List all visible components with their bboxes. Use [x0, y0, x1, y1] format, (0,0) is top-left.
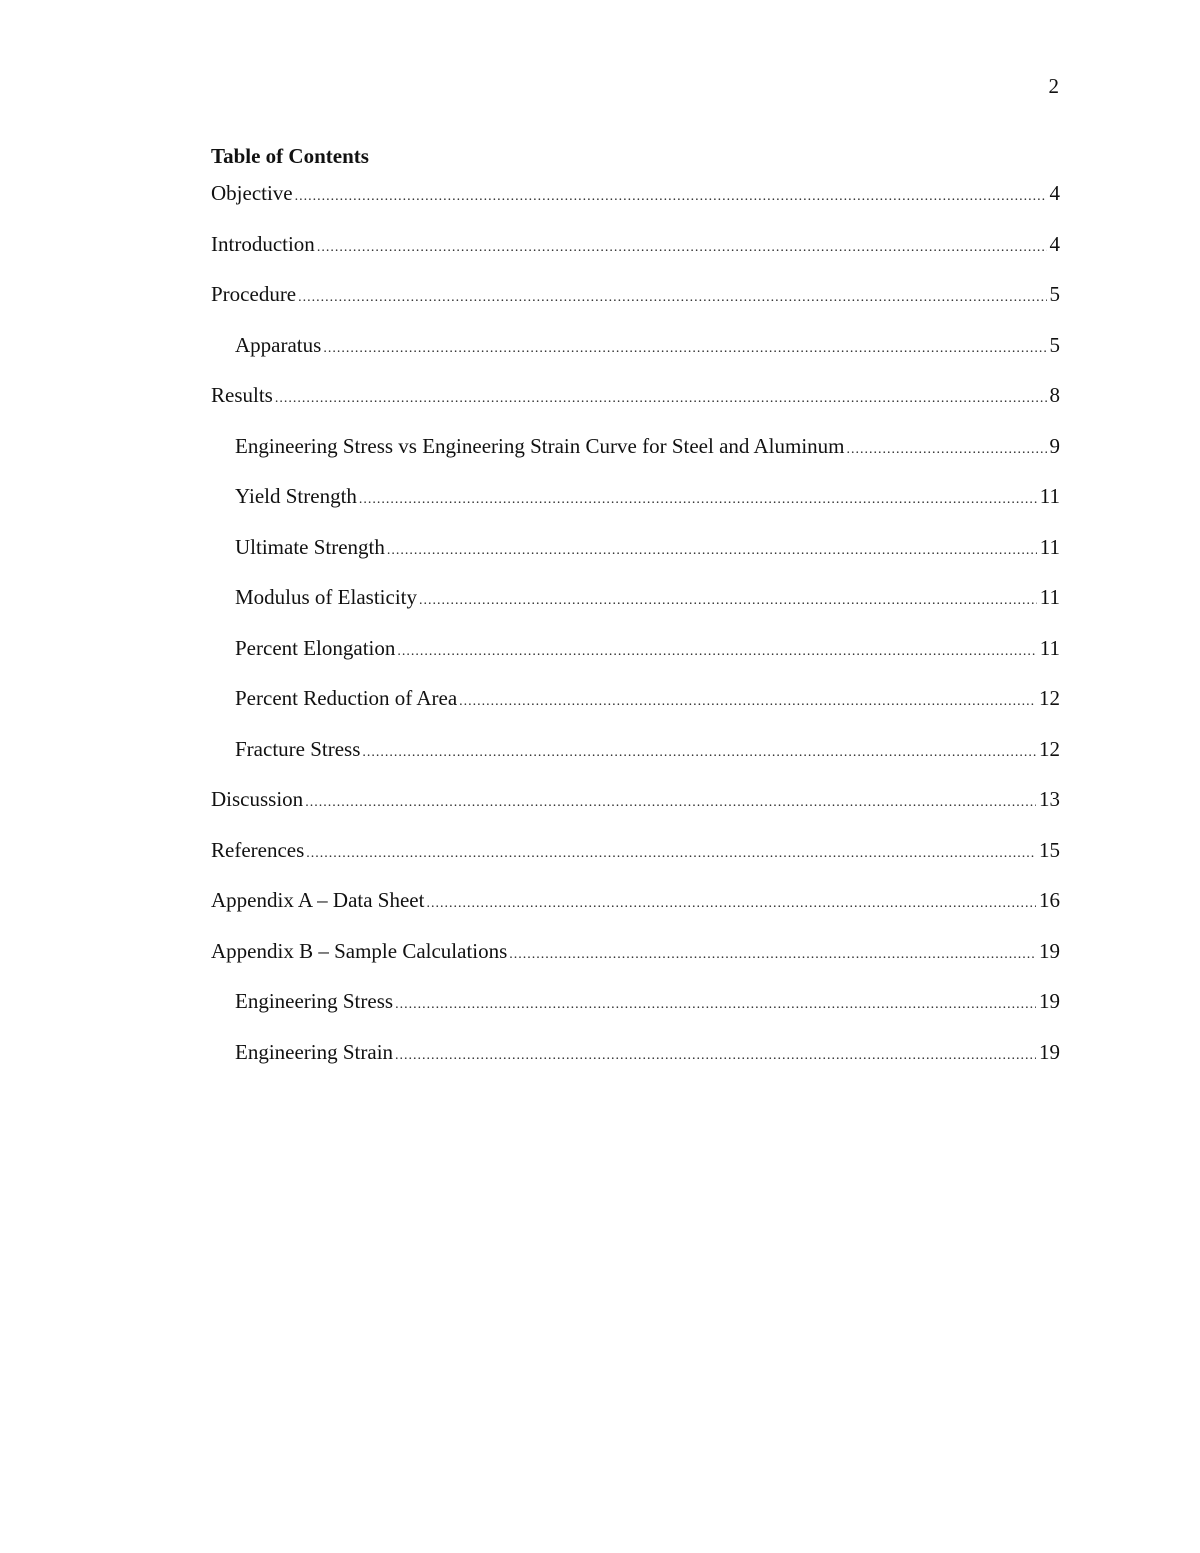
dot-leader [395, 992, 1036, 1018]
dot-leader [298, 285, 1046, 311]
dot-leader [306, 841, 1036, 867]
toc-entry-apparatus[interactable] [211, 332, 1060, 383]
toc-entry-ultimate-strength[interactable] [211, 534, 1060, 585]
toc-entry-label: References [211, 837, 305, 862]
toc-entry-percent-elongation[interactable] [211, 635, 1060, 686]
toc-entry-label: Ultimate Strength [235, 534, 385, 559]
toc-entry-page: 12 [1039, 736, 1060, 761]
toc-entry-appendix-b[interactable] [211, 938, 1060, 989]
toc-entry-page: 4 [1049, 231, 1060, 256]
toc-entry-results[interactable] [211, 382, 1060, 433]
toc-entry-label: Percent Elongation [235, 635, 396, 660]
toc-entry-stress-strain-curve[interactable] [211, 433, 1060, 484]
toc-entry-label: Procedure [211, 282, 297, 306]
toc-entry-label: Objective [211, 181, 293, 205]
toc-entry-label: Appendix B – Sample Calculations [211, 938, 508, 963]
dot-leader [395, 1043, 1036, 1069]
toc-entry-yield-strength[interactable] [211, 483, 1060, 534]
toc-entry-label: Results [211, 383, 273, 407]
toc-entry-label: Discussion [211, 787, 304, 811]
toc-entry-label: Engineering Stress vs Engineering Strain Curve for Steel and Aluminum [235, 433, 845, 458]
toc-entry-page: 11 [1039, 484, 1060, 508]
dot-leader [323, 336, 1046, 362]
toc-entry-discussion[interactable] [211, 786, 1060, 837]
page-number: 2 [1048, 74, 1059, 98]
toc-entry-engineering-strain[interactable] [211, 1039, 1060, 1090]
dot-leader [387, 538, 1037, 564]
toc-entry-page: 19 [1039, 989, 1060, 1013]
toc-entry-engineering-stress[interactable] [211, 988, 1060, 1039]
toc-entry-appendix-a[interactable] [211, 887, 1060, 938]
toc-title: Table of Contents [211, 144, 369, 168]
toc-entry-page: 13 [1039, 787, 1060, 811]
toc-entry-percent-reduction-of-area[interactable] [211, 685, 1060, 736]
toc-entry-label: Appendix A – Data Sheet [211, 888, 425, 912]
toc-entry-page: 15 [1039, 837, 1060, 862]
toc-entry-procedure[interactable] [211, 281, 1060, 332]
toc-entry-label: Percent Reduction of Area [235, 686, 458, 710]
toc-entry-page: 12 [1039, 686, 1060, 710]
toc-entry-page: 5 [1049, 282, 1060, 306]
dot-leader [419, 588, 1037, 614]
toc-entry-page: 16 [1039, 888, 1060, 912]
dot-leader [509, 942, 1036, 968]
toc-entry-fracture-stress[interactable] [211, 736, 1060, 787]
toc-entry-label: Apparatus [235, 332, 322, 357]
dot-leader [305, 790, 1036, 816]
toc-entry-page: 11 [1039, 534, 1060, 559]
dot-leader [846, 437, 1046, 463]
toc-entry-label: Engineering Strain [235, 1039, 394, 1064]
toc-entry-modulus-of-elasticity[interactable] [211, 584, 1060, 635]
toc-entry-introduction[interactable] [211, 231, 1060, 282]
dot-leader [295, 184, 1047, 210]
toc-entry-page: 4 [1049, 181, 1060, 205]
toc-entry-page: 5 [1049, 332, 1060, 357]
dot-leader [362, 740, 1036, 766]
toc-entry-label: Introduction [211, 231, 315, 256]
toc-entry-label: Engineering Stress [235, 989, 394, 1013]
dot-leader [426, 891, 1036, 917]
dot-leader [359, 487, 1037, 513]
toc-entry-objective[interactable] [211, 180, 1060, 231]
toc-entry-page: 8 [1049, 383, 1060, 407]
toc-entry-references[interactable] [211, 837, 1060, 888]
toc-entry-page: 11 [1039, 635, 1060, 660]
toc-entry-label: Yield Strength [235, 484, 357, 508]
toc-entry-label: Modulus of Elasticity [235, 585, 417, 609]
dot-leader [275, 386, 1047, 412]
toc-entry-page: 11 [1039, 585, 1060, 609]
dot-leader [397, 639, 1036, 665]
toc-entry-page: 19 [1039, 938, 1060, 963]
toc-entry-label: Fracture Stress [235, 736, 361, 761]
dot-leader [459, 689, 1036, 715]
toc-entry-page: 9 [1049, 433, 1060, 458]
toc-entry-page: 19 [1039, 1039, 1060, 1064]
dot-leader [317, 235, 1047, 261]
table-of-contents [211, 140, 1060, 1089]
